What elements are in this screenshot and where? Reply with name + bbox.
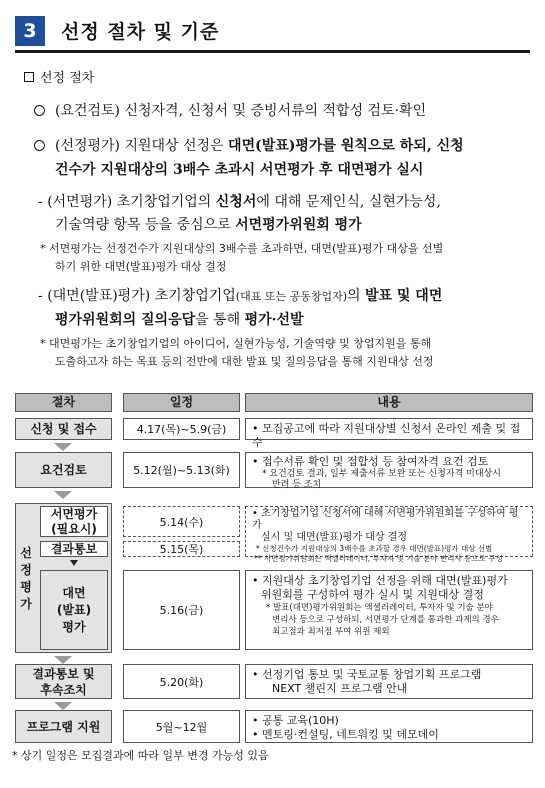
header-schedule: 일정	[123, 393, 240, 412]
desc-written: • 초기창업기업 신청서에 대해 서면평가위원회를 구성하여 평가 실시 및 대면(발표)평가 대상 결정 * 신청건수가 지원대상의 3배수를 초과할 경우 대면(발표)평가 대상 선별 ** 서면평가위원회는 액셀러레이터, 투자자 및 기술 분야 변리사 등으로 구성	[245, 506, 533, 557]
procedure-heading: 선정 절차	[24, 67, 94, 86]
square-bullet-icon	[24, 72, 34, 82]
circle-bullet-icon	[34, 105, 45, 116]
dash-item-written-line1: - (서면평가) 초기창업기업의 신청서에 대해 문제인식, 실현가능성,	[38, 194, 441, 210]
circle-item-eval-line2: 건수가 지원대상의 3배수 초과시 서면평가 후 대면평가 실시	[55, 162, 424, 178]
header-stage: 절차	[15, 393, 112, 412]
desc-oral: • 지원대상 초기창업기업 선정을 위해 대면(발표)평가 위원회를 구성하여 평가 실시 및 지원대상 결정 * 발표(대면)평가위원회는 액셀러레이터, 투자자 및 기술 분야 변리사 등으로 구성하되, 서면평가 단계를 통과한 과제의 경우 최고점과 최저점 부여 위원 제외	[245, 570, 533, 650]
stage-apply: 신청 및 접수	[15, 418, 112, 440]
date-result: 5.20(화)	[123, 664, 240, 699]
desc-review: • 접수서류 확인 및 접합성 등 참여자격 요건 검토 * 요건검토 결과, 일부 제출서류 보완 또는 신청자격 미대상시 반려 등 조치	[245, 452, 533, 488]
circle-bullet-icon	[34, 140, 45, 151]
date-notice: 5.15(목)	[123, 541, 240, 557]
date-apply: 4.17(목)~5.9(금)	[123, 418, 240, 440]
stage-notice: 결과통보	[40, 541, 108, 557]
section-header	[15, 14, 530, 48]
note-written-line1: * 서면평가는 선정건수가 지원대상의 3배수를 초과하면, 대면(발표)평가 대상을 선별	[40, 242, 444, 255]
down-arrow-icon	[54, 491, 72, 499]
schedule-footnote: * 상기 일정은 모집결과에 따라 일부 변경 가능성 있음	[12, 749, 269, 762]
circle-item-eval-line1: (선정평가) 지원대상 선정은 대면(발표)평가를 원칙으로 하되, 신청	[34, 135, 464, 155]
stage-result: 결과통보 및 후속조치	[15, 664, 112, 699]
section-divider	[15, 50, 530, 53]
stage-review: 요건검토	[15, 452, 112, 488]
note-oral-line2: 도출하고자 하는 목표 등의 전반에 대한 발표 및 질의응답을 통해 지원대상 선정	[55, 355, 434, 368]
down-arrow-icon	[70, 560, 78, 566]
desc-apply: • 모집공고에 따라 지원대상별 신청서 온라인 제출 및 접수	[245, 418, 533, 440]
date-oral: 5.16(금)	[123, 570, 240, 650]
desc-result: • 선정기업 통보 및 국토교통 창업기획 프로그램 NEXT 챌린지 프로그램 안내	[245, 664, 533, 699]
dash-item-oral-line2: 평가위원회의 질의응답을 통해 평가·선발	[55, 312, 304, 328]
desc-program: • 공통 교육(10H) • 멘토링·컨설팅, 네트워킹 및 데모데이	[245, 710, 533, 743]
section-number-badge: 3	[15, 16, 45, 46]
eval-group-label: 선정평가	[20, 546, 32, 611]
stage-written: 서면평가 (필요시)	[40, 506, 108, 537]
stage-oral: 대면 (발표) 평가	[40, 570, 108, 650]
note-written-line2: 하기 위한 대면(발표)평가 대상 결정	[55, 260, 227, 273]
dash-item-oral-line1: - (대면(발표)평가) 초기창업기업(대표 또는 공동창업자)의 발표 및 대면	[38, 288, 443, 304]
down-arrow-icon	[54, 656, 72, 664]
dash-item-written-line2: 기술역량 항목 등을 중심으로 서면평가위원회 평가	[55, 217, 362, 233]
note-oral-line1: * 대면평가는 초기창업기업의 아이디어, 실현가능성, 기술역량 및 창업지원을 통해	[40, 337, 432, 350]
section-title: 선정 절차 및 기준	[61, 21, 220, 43]
date-program: 5월~12월	[123, 710, 240, 743]
down-arrow-icon	[54, 702, 72, 710]
date-review: 5.12(월)~5.13(화)	[123, 452, 240, 488]
date-written: 5.14(수)	[123, 506, 240, 537]
circle-item-review: (요건검토) 신청자격, 신청서 및 증빙서류의 적합성 검토·확인	[34, 100, 426, 120]
stage-program: 프로그램 지원	[15, 710, 112, 743]
down-arrow-icon	[54, 443, 72, 451]
header-content: 내용	[245, 393, 533, 412]
